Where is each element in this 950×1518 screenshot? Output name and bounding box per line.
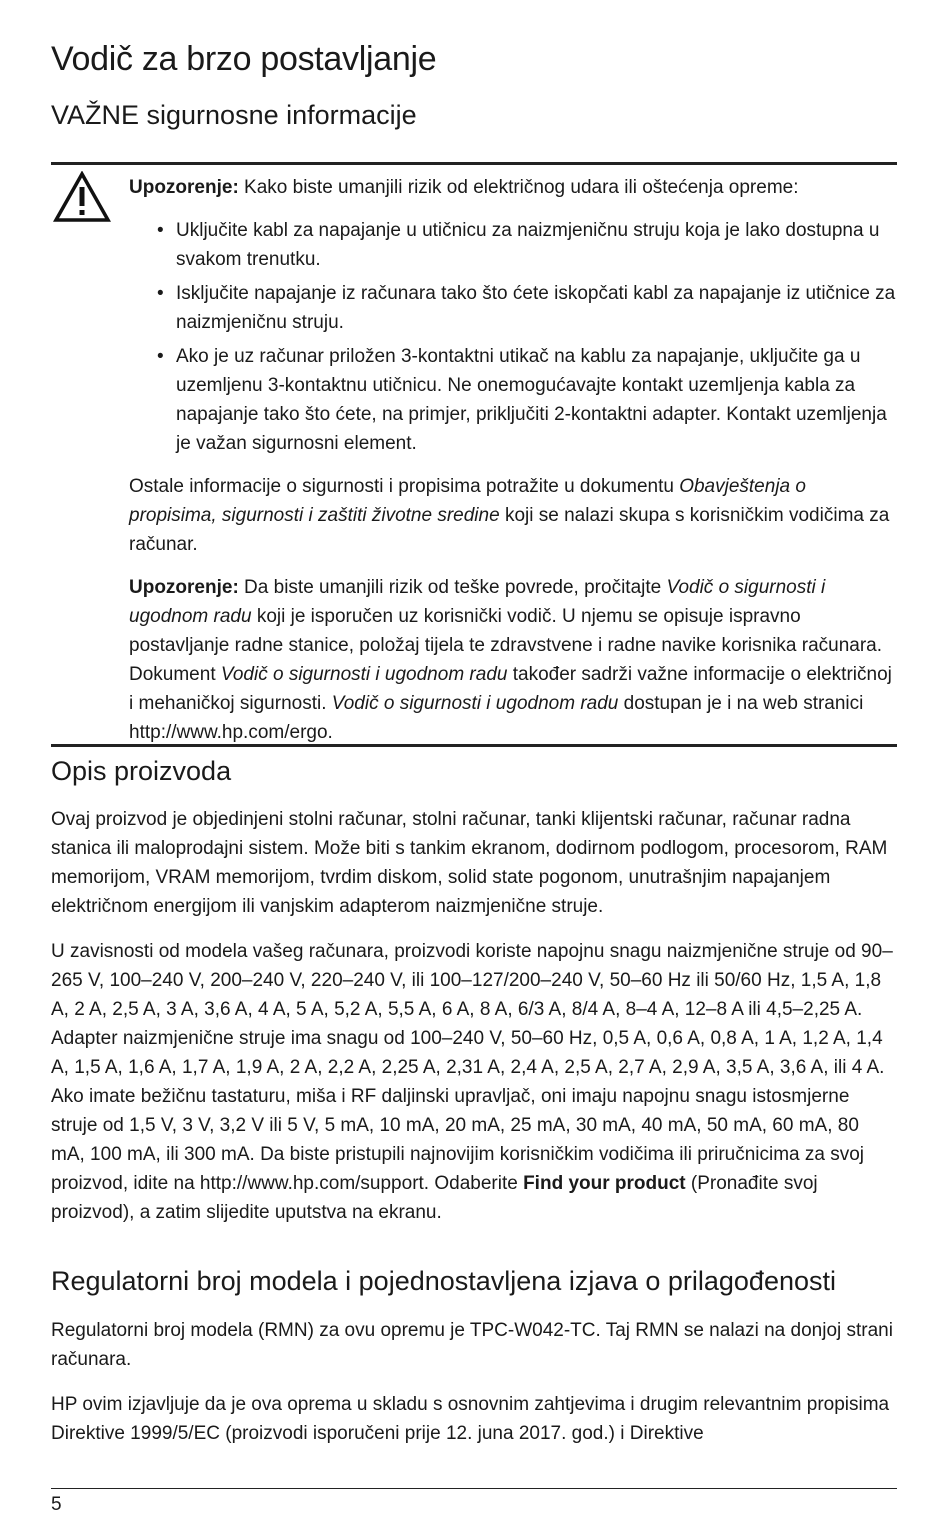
warning-label: Upozorenje: <box>129 177 239 198</box>
page-title: Vodič za brzo postavljanje <box>51 40 437 78</box>
warning-text: također sadrži važne informacije o električnoj i mehaničkoj sigurnosti. <box>129 664 892 714</box>
list-item: • Isključite napajanje iz računara tako što ćete iskopčati kabl za napajanje iz utičnice za naizmjeničnu struju. <box>129 279 897 337</box>
footer-divider <box>51 1488 897 1489</box>
warning-text: Da biste umanjili rizik od teške povrede, pročitajte <box>238 577 667 598</box>
product-description <box>51 805 897 1243</box>
document-title-ref: Vodič o sigurnosti i ugodnom radu <box>331 693 619 714</box>
list-item: • Ako je uz računar priložen 3-kontaktni utikač na kablu za napajanje, uključite ga u uzemljenu 3-kontaktnu utičnicu. Ne onemogućavajte kontakt uzemljenja kabla za napajanje tako što ćete, na primjer, priključiti 2-kontaktni adapter. Kontakt uzemljenja je važan sigurnosni element. <box>129 342 897 458</box>
safety-warning-block <box>129 173 897 761</box>
page-number: 5 <box>51 1494 62 1515</box>
find-product-label: Find your product <box>523 1173 686 1194</box>
regulatory-section <box>51 1316 897 1464</box>
other-info-text-end: koji se nalazi skupa s korisničkim vodičima za računar. <box>129 505 890 555</box>
warning-label: Upozorenje: <box>129 577 239 598</box>
top-divider <box>51 162 897 165</box>
section-heading-regulatory: Regulatorni broj modela i pojednostavljena izjava o prilagođenosti <box>51 1266 836 1296</box>
warning-text: Kako biste umanjili rizik od električnog udara ili oštećenja opreme: <box>238 177 799 198</box>
document-title-ref: Obavještenja o propisima, sigurnosti i zaštiti životne sredine <box>129 476 806 526</box>
other-info-paragraph <box>129 472 897 559</box>
document-title-ref: Vodič o sigurnosti i ugodnom radu <box>220 664 508 685</box>
other-info-text: Ostale informacije o sigurnosti i propisima potražite u dokumentu <box>129 476 680 497</box>
page-subtitle: VAŽNE sigurnosne informacije <box>51 100 417 130</box>
section-divider <box>51 744 897 747</box>
warning-list <box>129 216 897 458</box>
power-specs-text-end: (Pronađite svoj proizvod), a zatim slijedite uputstva na ekranu. <box>51 1173 818 1223</box>
warning-intro <box>129 173 897 202</box>
regulatory-paragraph-2: HP ovim izjavljuje da je ova oprema u skladu s osnovnim zahtjevima i drugim relevantnim propisima Direktive 1999/5/EC (proizvodi isporučeni prije 12. juna 2017. god.) i Direktive <box>51 1394 890 1444</box>
document-title-ref: Vodič o sigurnosti i ugodnom radu <box>129 577 826 627</box>
product-paragraph-1: Ovaj proizvod je objedinjeni stolni računar, stolni računar, tanki klijentski računar, računar radna stanica ili maloprodajni sistem. Može biti s tankim ekranom, dodirnom podlogom, procesorom, RAM memorijom, VRAM memorijom, tvrdim diskom, solid state pogonom, unutrašnjim napajanjem električnom energijom ili vanjskim adapterom naizmjenične struje. <box>51 809 888 917</box>
warning-icon <box>53 171 111 223</box>
warning-text: koji je isporučen uz korisnički vodič. U njemu se opisuje ispravno postavljanje radne stanice, položaj tijela te zdravstvene i radne navike korisnika računara. Dokument <box>129 606 883 685</box>
warning-text: dostupan je i na web stranici http://www.hp.com/ergo. <box>129 693 864 743</box>
section-heading-product: Opis proizvoda <box>51 756 232 786</box>
product-paragraph-2 <box>51 937 897 1227</box>
regulatory-paragraph-1: Regulatorni broj modela (RMN) za ovu opremu je TPC-W042-TC. Taj RMN se nalazi na donjoj strani računara. <box>51 1320 893 1370</box>
power-specs-text: U zavisnosti od modela vašeg računara, proizvodi koriste napojnu snagu naizmjenične struje od 90–265 V, 100–240 V, 200–240 V, 220–240 V, ili 100–127/200–240 V, 50–60 Hz ili 50/60 Hz, 1,5 A, 1,8 A, 2 A, 2,5 A, 3 A, 3,6 A, 4 A, 5 A, 5,2 A, 5,5 A, 6 A, 8 A, 6/3 A, 8/4 A, 8–4 A, 12–8 A ili 4,5–2,25 A. Adapter naizmjenične struje ima snagu od 100–240 V, 50–60 Hz, 0,5 A, 0,6 A, 0,8 A, 1 A, 1,2 A, 1,4 A, 1,5 A, 1,6 A, 1,7 A, 1,9 A, 2 A, 2,2 A, 2,25 A, 2,31 A, 2,4 A, 2,5 A, 2,7 A, 2,9 A, 3,5 A, 3,6 A, ili 4 A. Ako imate bežičnu tastaturu, miša i RF daljinski upravljač, oni imaju napojnu snagu istosmjerne struje od 1,5 V, 3 V, 3,2 V ili 5 V, 5 mA, 10 mA, 20 mA, 25 mA, 30 mA, 40 mA, 50 mA, 60 mA, 80 mA, 100 mA, ili 300 mA. Da biste pristupili najnovijim korisničkim vodičima ili priručnicima za svoj proizvod, idite na http://www.hp.com/support. Odaberite <box>51 941 893 1194</box>
ergonomics-warning <box>129 573 897 747</box>
list-item: • Uključite kabl za napajanje u utičnicu za naizmjeničnu struju koja je lako dostupna u svakom trenutku. <box>129 216 897 274</box>
